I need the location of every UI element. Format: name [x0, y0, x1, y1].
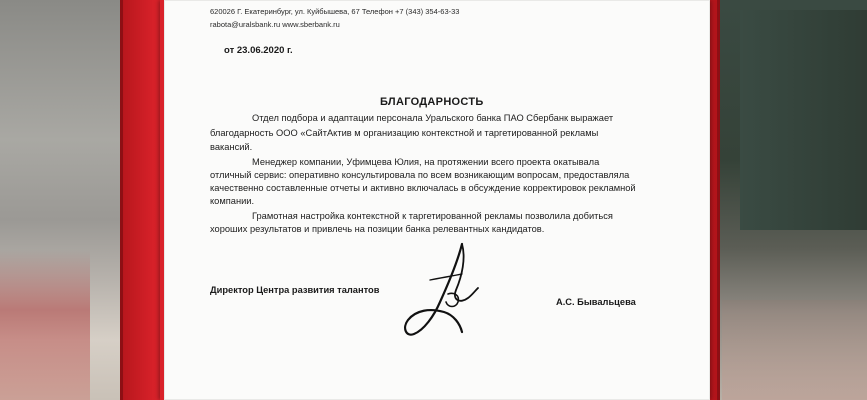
- background-right-bottom-blur: [722, 300, 867, 400]
- handwritten-signature: [400, 240, 490, 340]
- body-line: Грамотная настройка контекстной к таргетированной рекламы позволила добиться: [252, 211, 613, 221]
- letter-contact-line: rabota@uralsbank.ru www.sberbank.ru: [210, 20, 340, 29]
- body-line: благодарность ООО «СайтАктив м организацию контекстной и таргетированной рекламы: [210, 128, 599, 138]
- signatory-position: Директор Центра развития талантов: [210, 285, 380, 295]
- letter-address-line: 620026 Г. Екатеринбург, ул. Куйбышева, 67 Телефон +7 (343) 354-63-33: [210, 7, 460, 16]
- letter-date: от 23.06.2020 г.: [224, 45, 293, 56]
- body-line: хороших результатов и привлечь на позиции банка релевантных кандидатов.: [210, 224, 545, 234]
- background-chalkboard: [740, 10, 867, 230]
- body-line: качественно составленные отчеты и активно включалась в обсуждение корректировок рекламной: [210, 183, 636, 193]
- frame-edge-right: [717, 0, 720, 400]
- frame-edge-left: [120, 0, 123, 400]
- body-line: Менеджер компании, Уфимцева Юлия, на протяжении всего проекта окатывала: [252, 157, 600, 167]
- letter-title: БЛАГОДАРНОСТЬ: [380, 96, 484, 108]
- letter-paper: [164, 0, 710, 400]
- body-line: Отдел подбора и адаптации персонала Уральского банка ПАО Сбербанк выражает: [252, 113, 614, 123]
- body-line: вакансий.: [210, 142, 253, 152]
- body-line: компании.: [210, 196, 255, 206]
- background-left-red-blur: [0, 250, 90, 400]
- signatory-name: А.С. Бывальцева: [556, 297, 636, 307]
- body-line: отличный сервис: оперативно консультировала по всем возникающим вопросам, предоставляла: [210, 170, 630, 180]
